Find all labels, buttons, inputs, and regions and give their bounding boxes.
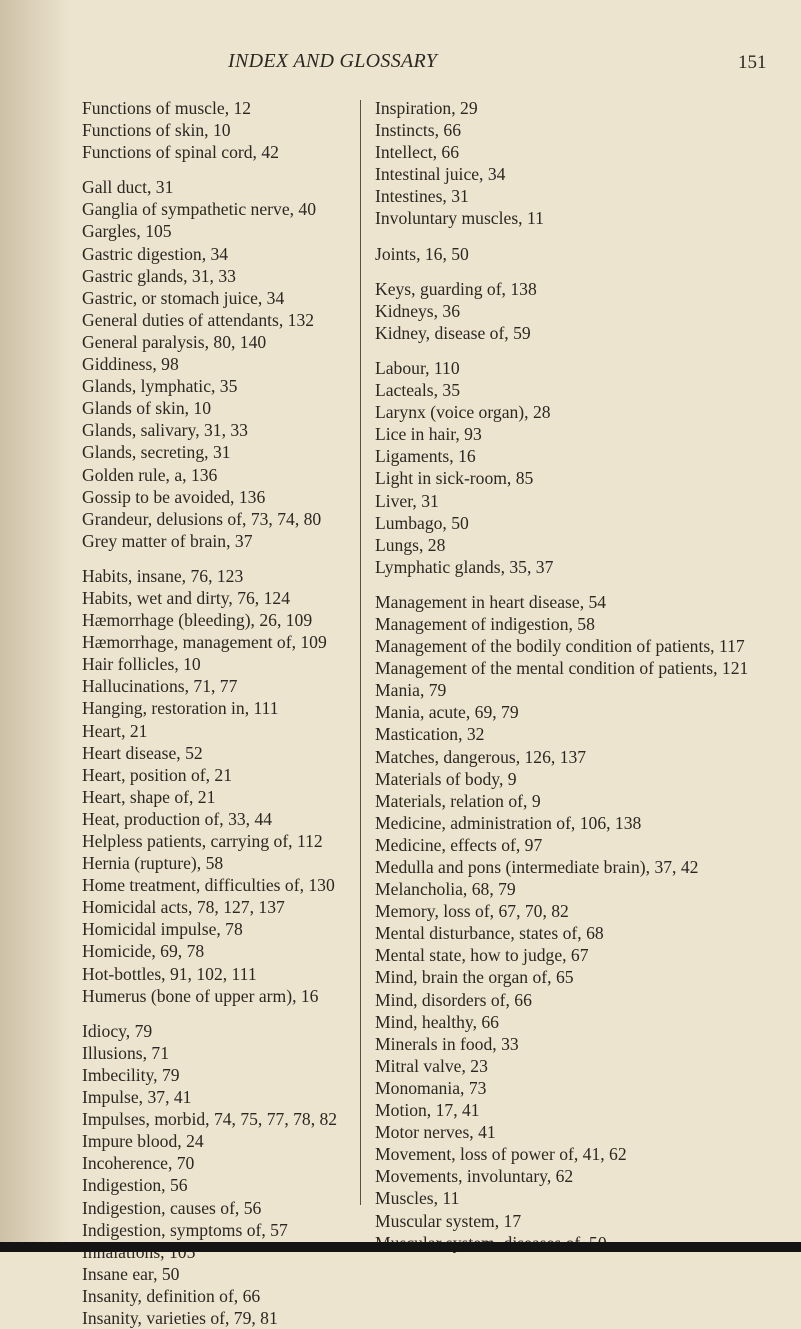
index-entry: Mania, acute, 69, 79	[375, 702, 519, 723]
index-entry: Mind, brain the organ of, 65	[375, 967, 574, 988]
bottom-edge-bar	[0, 1242, 801, 1252]
index-entry: Hæmorrhage, management of, 109	[82, 632, 327, 653]
index-entry: Medicine, administration of, 106, 138	[375, 812, 642, 833]
index-entry: Lice in hair, 93	[375, 424, 482, 445]
index-entry: Hot-bottles, 91, 102, 111	[82, 963, 257, 984]
index-entry: Impulses, morbid, 74, 75, 77, 78, 82	[82, 1109, 338, 1130]
index-entry: Lymphatic glands, 35, 37	[375, 556, 554, 577]
index-entry: Involuntary muscles, 11	[375, 208, 544, 229]
index-entry: Ligaments, 16	[375, 446, 476, 467]
index-entry: Glands, secreting, 31	[82, 442, 231, 463]
running-header	[0, 50, 801, 80]
index-entry: Management of the bodily condition of patients, 117	[375, 636, 745, 657]
index-entry: Intestinal juice, 34	[375, 164, 506, 185]
index-entry: Hallucinations, 71, 77	[82, 676, 238, 697]
index-entry: Inspiration, 29	[375, 98, 478, 118]
index-entry: Grey matter of brain, 37	[82, 530, 253, 551]
index-entry: Larynx (voice organ), 28	[375, 402, 551, 423]
index-entry: Melancholia, 68, 79	[375, 879, 516, 900]
index-entry: Mania, 79	[375, 680, 447, 701]
index-entry: Motion, 17, 41	[375, 1100, 480, 1121]
index-entry: Insanity, definition of, 66	[82, 1285, 261, 1306]
index-entry: Management in heart disease, 54	[375, 591, 607, 612]
index-entry: Indigestion, symptoms of, 57	[82, 1219, 288, 1240]
index-entry: Labour, 110	[375, 357, 460, 378]
index-entry: General duties of attendants, 132	[82, 309, 315, 330]
index-entry: Indigestion, causes of, 56	[82, 1197, 262, 1218]
index-entry: Hair follicles, 10	[82, 654, 201, 675]
index-entry: Hernia (rupture), 58	[82, 853, 224, 874]
index-entry: Light in sick-room, 85	[375, 468, 534, 489]
index-column-right	[375, 97, 775, 1254]
index-entry: Home treatment, difficulties of, 130	[82, 875, 335, 896]
index-entry: Functions of spinal cord, 42	[82, 142, 279, 163]
index-entry: Indigestion, 56	[82, 1175, 188, 1196]
group-spacer	[375, 578, 775, 591]
index-entry: Lumbago, 50	[375, 512, 469, 533]
index-entry: Illusions, 71	[82, 1042, 169, 1063]
group-spacer	[375, 344, 775, 357]
index-entry: Memory, loss of, 67, 70, 82	[375, 901, 569, 922]
index-entry: Homicidal impulse, 78	[82, 919, 243, 940]
index-entry: Homicide, 69, 78	[82, 941, 205, 962]
index-entry: Medulla and pons (intermediate brain), 37, 42	[375, 857, 699, 877]
index-entry: Heart, 21	[82, 720, 148, 741]
page-number: 151	[738, 52, 767, 73]
index-entry: Keys, guarding of, 138	[375, 278, 537, 299]
index-entry: Mastication, 32	[375, 724, 485, 745]
index-entry: Motor nerves, 41	[375, 1122, 496, 1143]
index-entry: Kidneys, 36	[375, 300, 461, 321]
index-entry: Hæmorrhage (bleeding), 26, 109	[82, 610, 313, 631]
index-entry: Muscular system, 17	[375, 1210, 522, 1231]
index-entry: Habits, insane, 76, 123	[82, 565, 244, 586]
running-title: INDEX AND GLOSSARY	[228, 50, 438, 72]
index-column-left	[82, 97, 357, 1329]
index-entry: Minerals in food, 33	[375, 1033, 519, 1054]
index-entry: Insane ear, 50	[82, 1263, 180, 1284]
index-entry: Impulse, 37, 41	[82, 1087, 192, 1108]
index-entry: Hanging, restoration in, 111	[82, 698, 279, 719]
index-entry: Heart disease, 52	[82, 742, 203, 763]
index-entry: Management of indigestion, 58	[375, 613, 595, 634]
index-entry: Kidney, disease of, 59	[375, 322, 531, 343]
index-entry: Gossip to be avoided, 136	[82, 486, 266, 507]
page-binding-shadow	[0, 0, 70, 1252]
index-entry: Lacteals, 35	[375, 380, 460, 401]
index-entry: Monomania, 73	[375, 1077, 487, 1098]
index-entry: Gargles, 105	[82, 221, 172, 242]
index-entry: Heart, shape of, 21	[82, 786, 216, 807]
index-entry: Gastric glands, 31, 33	[82, 265, 236, 286]
index-entry: Joints, 16, 50	[375, 243, 469, 264]
index-entry: Functions of muscle, 12	[82, 98, 252, 118]
index-entry: Habits, wet and dirty, 76, 124	[82, 587, 290, 608]
index-entry: Glands of skin, 10	[82, 398, 212, 419]
group-spacer	[375, 265, 775, 278]
column-divider	[360, 100, 361, 1205]
index-entry: Imbecility, 79	[82, 1064, 180, 1085]
index-entry: General paralysis, 80, 140	[82, 331, 267, 352]
index-entry: Incoherence, 70	[82, 1153, 195, 1174]
index-entry: Homicidal acts, 78, 127, 137	[82, 897, 285, 918]
index-entry: Mental state, how to judge, 67	[375, 945, 589, 966]
index-entry: Gall duct, 31	[82, 177, 174, 198]
index-entry: Materials, relation of, 9	[375, 790, 541, 811]
group-spacer	[82, 163, 357, 176]
index-entry: Movements, involuntary, 62	[375, 1166, 574, 1187]
index-entry: Giddiness, 98	[82, 354, 179, 375]
index-entry: Medicine, effects of, 97	[375, 834, 543, 855]
index-entry: Impure blood, 24	[82, 1131, 204, 1152]
index-entry: Intellect, 66	[375, 142, 460, 163]
group-spacer	[82, 552, 357, 565]
index-entry: Idiocy, 79	[82, 1020, 153, 1041]
index-entry: Materials of body, 9	[375, 768, 517, 789]
index-entry: Liver, 31	[375, 490, 439, 511]
index-entry: Functions of skin, 10	[82, 120, 231, 141]
index-entry: Matches, dangerous, 126, 137	[375, 746, 587, 767]
index-entry: Golden rule, a, 136	[82, 464, 218, 485]
index-entry: Glands, lymphatic, 35	[82, 376, 238, 397]
index-entry: Grandeur, delusions of, 73, 74, 80	[82, 508, 322, 529]
index-entry: Mental disturbance, states of, 68	[375, 923, 604, 944]
index-entry: Mind, healthy, 66	[375, 1011, 499, 1032]
index-entry: Insanity, varieties of, 79, 81	[82, 1307, 278, 1328]
index-entry: Mitral valve, 23	[375, 1055, 488, 1076]
group-spacer	[82, 1007, 357, 1020]
index-entry: Humerus (bone of upper arm), 16	[82, 985, 319, 1006]
index-entry: Ganglia of sympathetic nerve, 40	[82, 199, 317, 220]
index-entry: Gastric digestion, 34	[82, 243, 229, 264]
group-spacer	[375, 230, 775, 243]
index-entry: Helpless patients, carrying of, 112	[82, 831, 323, 851]
index-entry: Management of the mental condition of patients, 121	[375, 658, 749, 679]
index-entry: Intestines, 31	[375, 186, 469, 207]
index-entry: Movement, loss of power of, 41, 62	[375, 1144, 627, 1165]
index-entry: Lungs, 28	[375, 534, 446, 555]
index-entry: Heat, production of, 33, 44	[82, 808, 273, 829]
index-entry: Muscles, 11	[375, 1188, 460, 1209]
index-entry: Glands, salivary, 31, 33	[82, 420, 248, 441]
index-entry: Gastric, or stomach juice, 34	[82, 287, 285, 308]
index-entry: Mind, disorders of, 66	[375, 989, 532, 1010]
index-entry: Instincts, 66	[375, 120, 462, 141]
index-entry: Heart, position of, 21	[82, 764, 233, 785]
